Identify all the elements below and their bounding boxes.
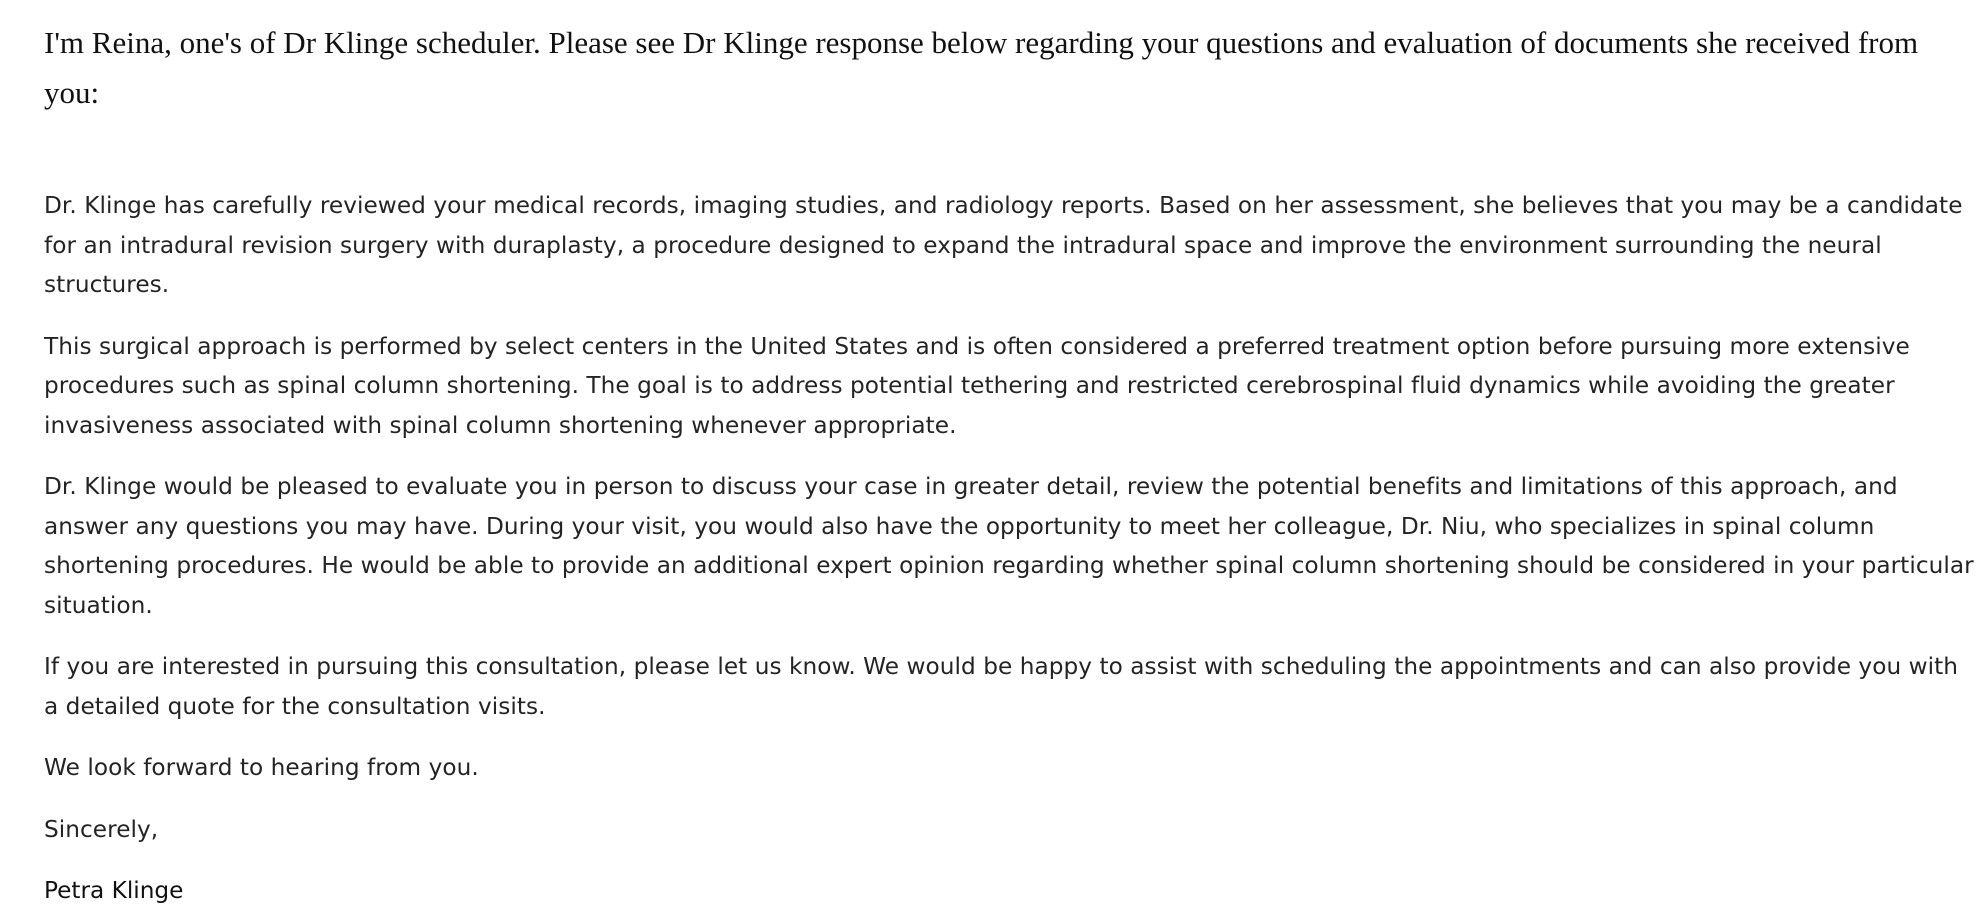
paragraph-look-forward: We look forward to hearing from you. — [44, 754, 479, 781]
signature-name: Petra Klinge — [44, 877, 184, 904]
paragraph-review: Dr. Klinge has carefully reviewed your medical records, imaging studies, and radiology reports. Based on her assessment, she believes that you may be a candidate for an intradural revision surgery with duraplasty, a procedure designed to expand the intradural space and improve the environment surrounding the neural structures. — [44, 192, 1963, 298]
paragraph-evaluation: Dr. Klinge would be pleased to evaluate you in person to discuss your case in greater detail, review the potential benefits and limitations of this approach, and answer any questions you may have. During your visit, you would also have the opportunity to meet her colleague, Dr. Niu, who specializes in spinal column shortening procedures. He would be able to provide an additional expert opinion regarding whether spinal column shortening should be considered in your particular situation. — [44, 473, 1974, 619]
blank-line — [44, 118, 1974, 186]
paragraph-approach: This surgical approach is performed by select centers in the United States and is often considered a preferred treatment option before pursuing more extensive procedures such as spinal column shortening. The goal is to address potential tethering and restricted cerebrospinal fluid dynamics while avoiding the greater invasiveness associated with spinal column shortening whenever appropriate. — [44, 332, 1910, 439]
intro-text: I'm Reina, one's of Dr Klinge scheduler. Please see Dr Klinge response below regarding your questions and evaluation of documents she received from you: — [44, 25, 1919, 110]
paragraph-scheduling: If you are interested in pursuing this consultation, please let us know. We would be happy to assist with scheduling the appointments and can also provide you with a detailed quote for the consultation visits. — [44, 653, 1959, 720]
closing-salutation: Sincerely, — [44, 815, 159, 843]
email-body — [44, 18, 1974, 911]
